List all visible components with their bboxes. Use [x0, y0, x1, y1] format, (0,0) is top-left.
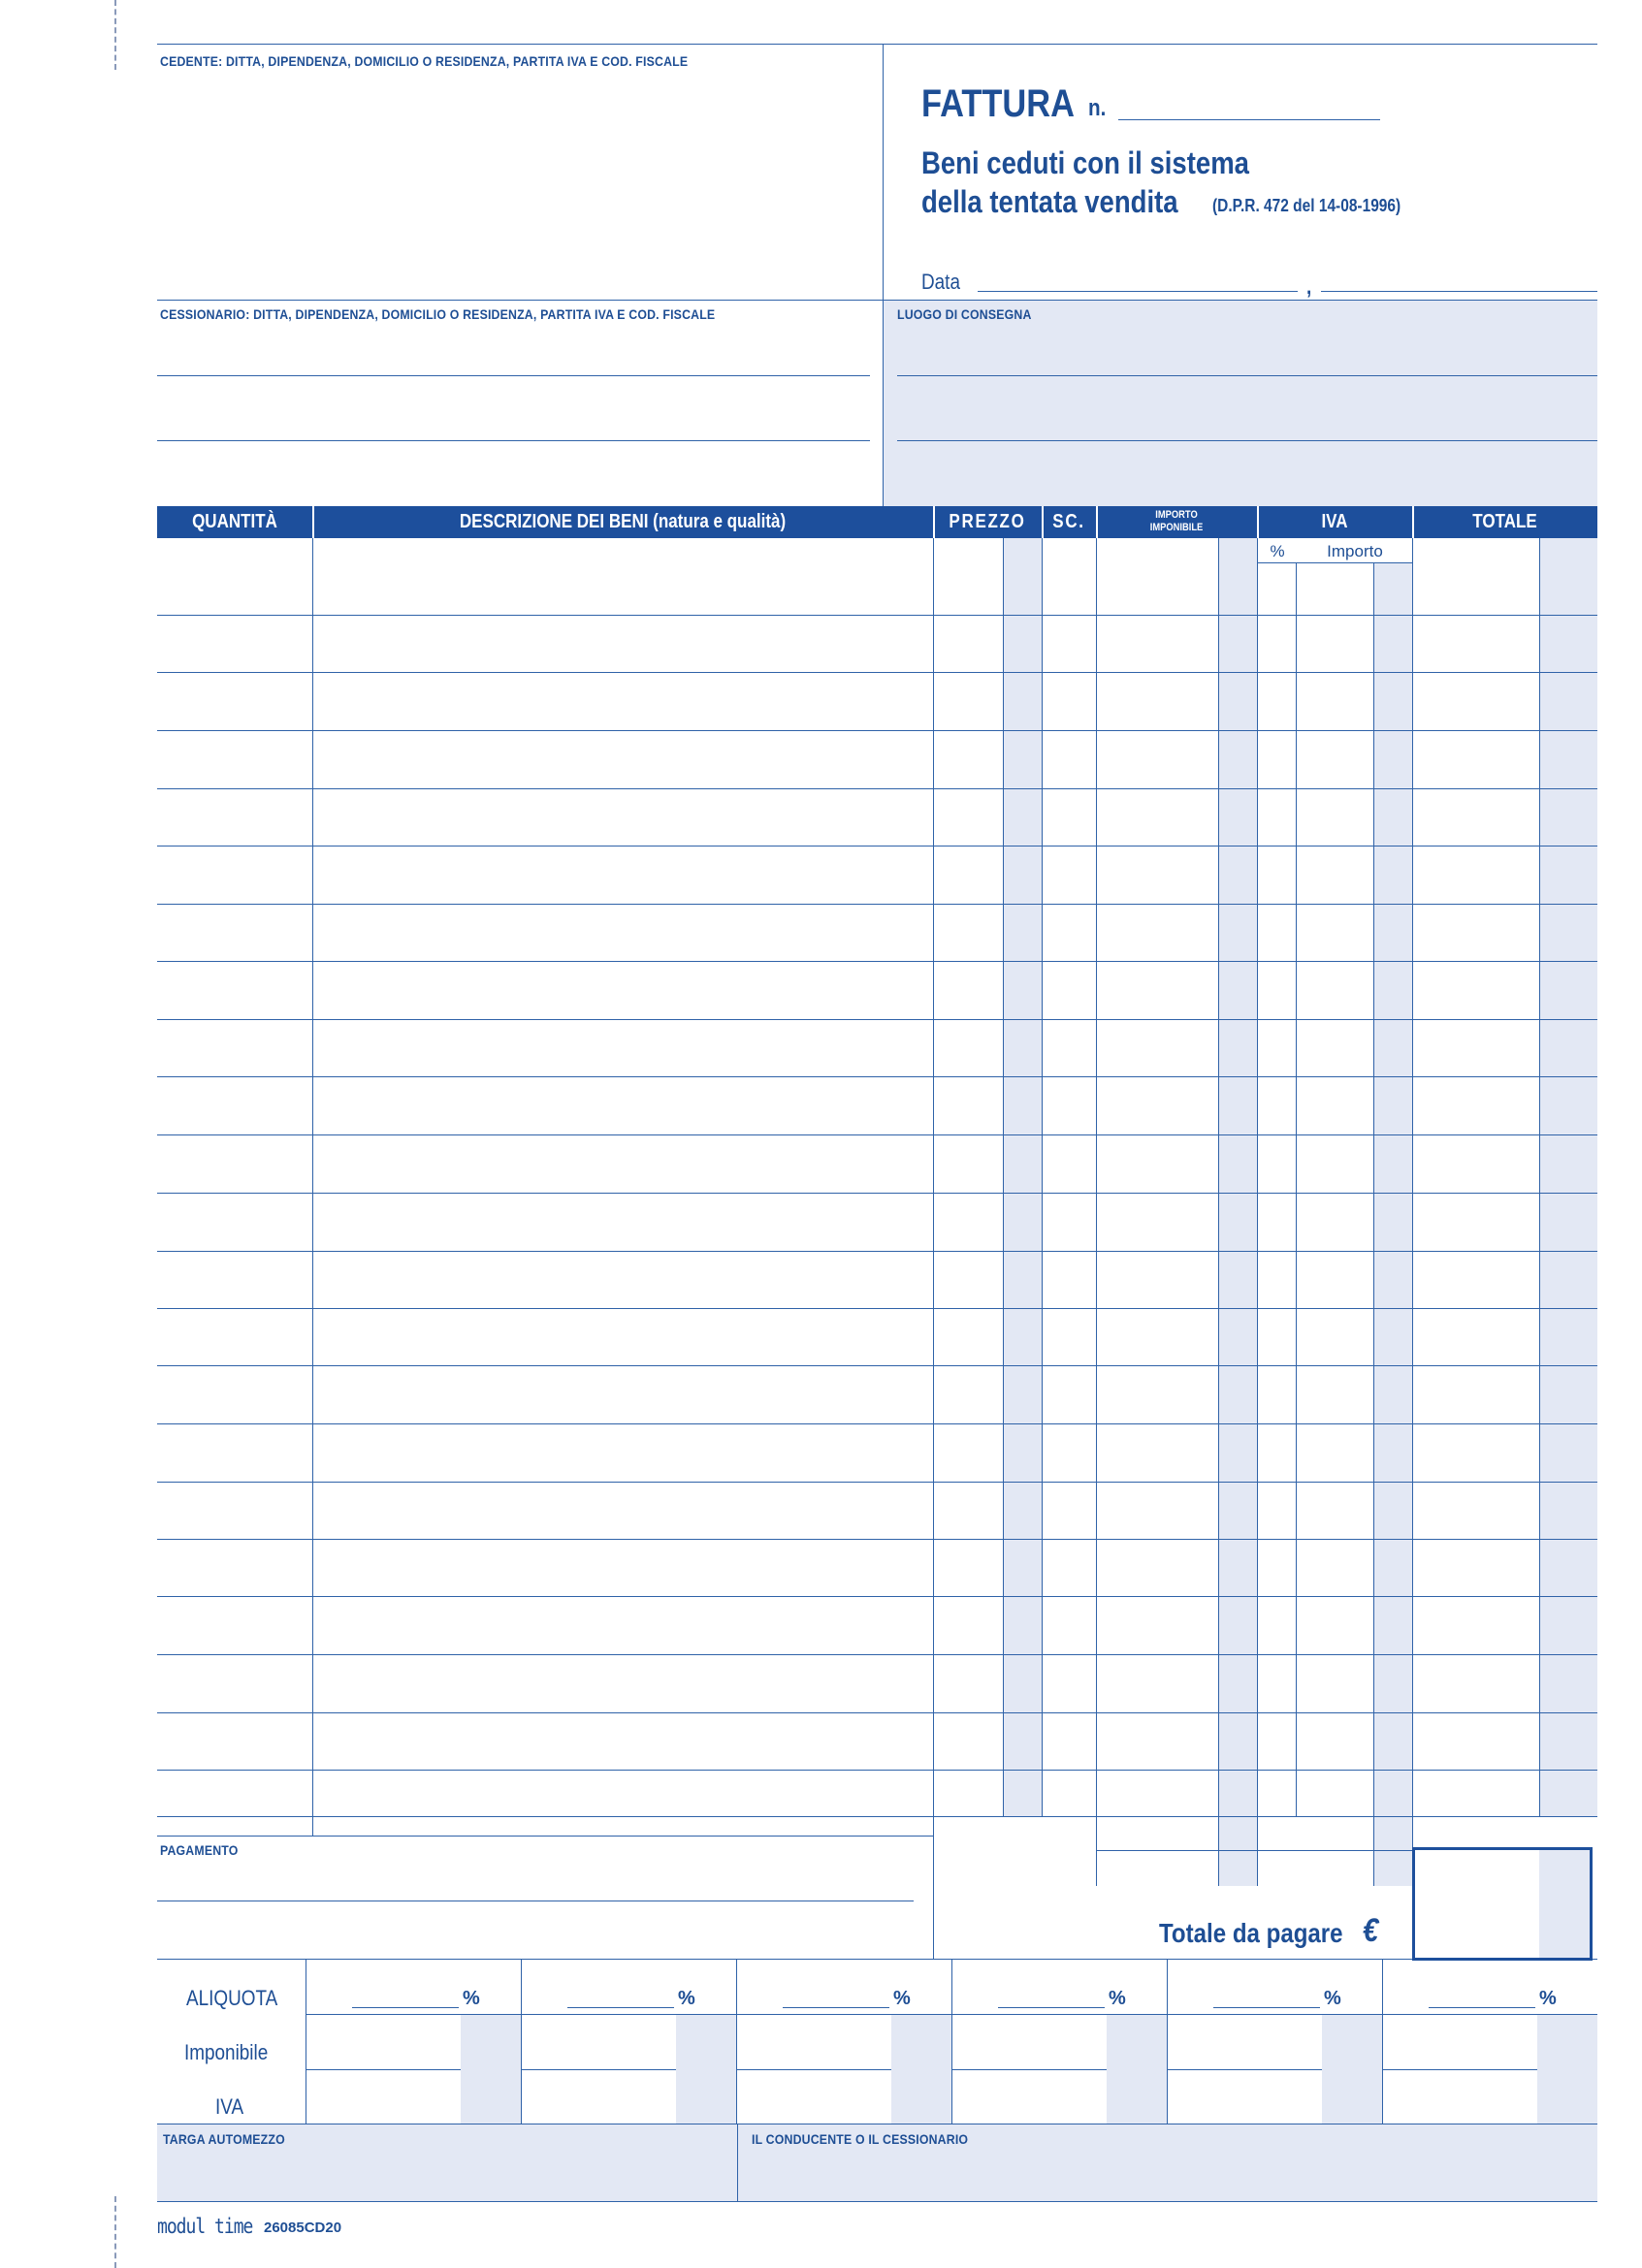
header-sep: [1257, 506, 1259, 538]
header-sep: [312, 506, 314, 538]
targa-divider: [737, 2124, 738, 2201]
table-vline: [1257, 538, 1258, 1886]
table-row[interactable]: [157, 904, 1597, 905]
aliquota-rate-field[interactable]: [352, 2007, 459, 2008]
table-row[interactable]: [157, 788, 1597, 789]
cedente-label: CEDENTE: DITTA, DIPENDENZA, DOMICILIO O RESIDENZA, PARTITA IVA E COD. FISCALE: [160, 53, 689, 69]
pagamento-label: PAGAMENTO: [160, 1842, 239, 1858]
cessionario-line-1[interactable]: [157, 375, 870, 376]
aliquota-rate-field[interactable]: [1429, 2007, 1535, 2008]
date-label: Data: [921, 270, 960, 294]
iva-label: IVA: [215, 2094, 244, 2119]
pagamento-top: [157, 1836, 933, 1837]
imponibile-cell[interactable]: [951, 2015, 1167, 2068]
col-prezzo: PREZZO: [949, 511, 1026, 532]
iva-cell[interactable]: [1167, 2070, 1382, 2124]
table-row[interactable]: [157, 615, 1597, 616]
table-row[interactable]: [157, 1654, 1597, 1655]
aliquota-rate-field[interactable]: [1213, 2007, 1320, 2008]
table-row[interactable]: [157, 1596, 1597, 1597]
totals-top-line: [933, 1816, 1597, 1817]
table-vline: [1218, 538, 1219, 1886]
decree-note: (D.P.R. 472 del 14-08-1996): [1212, 196, 1401, 215]
totale-box[interactable]: [1412, 1847, 1593, 1961]
table-vline: [312, 538, 313, 1836]
col-quantita: QUANTITÀ: [192, 511, 277, 532]
top-border: [157, 44, 1597, 45]
iva-cell[interactable]: [1382, 2070, 1597, 2124]
perforation-top: [114, 0, 116, 70]
conducente-label: IL CONDUCENTE O IL CESSIONARIO: [752, 2131, 969, 2147]
header-sep: [1042, 506, 1044, 538]
imponibile-cell[interactable]: [736, 2015, 951, 2068]
cessionario-line-2[interactable]: [157, 440, 870, 441]
iva-sub-line: [1257, 562, 1412, 563]
targa-label: TARGA AUTOMEZZO: [163, 2131, 285, 2147]
subtitle-line2: della tentata vendita: [921, 184, 1178, 219]
imponibile-sum-line: [1096, 1850, 1412, 1851]
imponibile-cell[interactable]: [306, 2015, 521, 2068]
aliquota-rate-field[interactable]: [783, 2007, 889, 2008]
table-row[interactable]: [157, 961, 1597, 962]
table-row[interactable]: [157, 1712, 1597, 1713]
date-field-2[interactable]: [1321, 291, 1597, 292]
col-importo-1: IMPORTO: [1155, 509, 1198, 521]
header-sep: [1412, 506, 1414, 538]
perforation-bottom: [114, 2196, 116, 2268]
table-row[interactable]: [157, 1019, 1597, 1020]
table-vline: [933, 538, 934, 1959]
imponibile-label: Imponibile: [184, 2040, 269, 2064]
number-field[interactable]: [1118, 119, 1380, 120]
percent-sign: %: [463, 1988, 480, 2009]
number-label: n.: [1088, 95, 1107, 121]
date-field[interactable]: [978, 291, 1298, 292]
col-importo-2: IMPONIBILE: [1149, 522, 1204, 533]
cessionario-label: CESSIONARIO: DITTA, DIPENDENZA, DOMICILIO O RESIDENZA, PARTITA IVA E COD. FISCALE: [160, 306, 716, 322]
table-row[interactable]: [157, 846, 1597, 847]
col-iva: IVA: [1321, 511, 1348, 532]
percent-sign: %: [893, 1988, 911, 2009]
table-vline: [1296, 562, 1297, 1816]
table-row[interactable]: [157, 672, 1597, 673]
iva-importo-header: Importo: [1327, 542, 1383, 560]
product-code: 26085CD20: [264, 2220, 342, 2236]
header-sep: [933, 506, 935, 538]
table-row[interactable]: [157, 730, 1597, 731]
subtitle-line1: Beni ceduti con il sistema: [921, 145, 1249, 180]
table-vline: [1373, 562, 1374, 1886]
table-row[interactable]: [157, 1134, 1597, 1135]
iva-cell[interactable]: [306, 2070, 521, 2124]
euro-icon: €: [1363, 1912, 1379, 1949]
imponibile-cell[interactable]: [1382, 2015, 1597, 2068]
col-totale: TOTALE: [1472, 511, 1537, 532]
table-vline: [1096, 538, 1097, 1886]
percent-sign: %: [1539, 1988, 1557, 2009]
totale-label: Totale da pagare: [1159, 1918, 1343, 1948]
iva-percent-header: %: [1270, 542, 1285, 560]
date-comma: ,: [1306, 274, 1312, 299]
table-row[interactable]: [157, 1076, 1597, 1077]
iva-cell[interactable]: [951, 2070, 1167, 2124]
col-descrizione: DESCRIZIONE DEI BENI (natura e qualità): [459, 511, 787, 532]
table-row[interactable]: [157, 1423, 1597, 1424]
importo-decimals-shade: [1218, 538, 1257, 1886]
col-sc: SC.: [1052, 511, 1085, 532]
table-row[interactable]: [157, 1251, 1597, 1252]
iva-decimals-shade: [1373, 562, 1412, 1886]
table-row[interactable]: [157, 1308, 1597, 1309]
targa-bottom-line: [157, 2201, 1597, 2202]
aliquota-label: ALIQUOTA: [186, 1986, 278, 2010]
brand-logo: modul time: [157, 2214, 253, 2240]
table-row[interactable]: [157, 1539, 1597, 1540]
luogo-label: LUOGO DI CONSEGNA: [897, 306, 1032, 322]
luogo-shade: [884, 301, 1597, 506]
aliquota-rate-field[interactable]: [998, 2007, 1105, 2008]
percent-sign: %: [1324, 1988, 1341, 2009]
iva-cell[interactable]: [736, 2070, 951, 2124]
luogo-line-1[interactable]: [897, 375, 1597, 376]
table-row[interactable]: [157, 1193, 1597, 1194]
imponibile-cell[interactable]: [521, 2015, 736, 2068]
luogo-line-2[interactable]: [897, 440, 1597, 441]
imponibile-cell[interactable]: [1167, 2015, 1382, 2068]
table-row[interactable]: [157, 1365, 1597, 1366]
header-sep: [1096, 506, 1098, 538]
percent-sign: %: [678, 1988, 695, 2009]
iva-cell[interactable]: [521, 2070, 736, 2124]
percent-sign: %: [1109, 1988, 1126, 2009]
fattura-title: FATTURA: [921, 82, 1075, 125]
aliquota-rate-field[interactable]: [567, 2007, 674, 2008]
table-vline: [1412, 538, 1413, 1886]
table-row[interactable]: [157, 1482, 1597, 1483]
table-row[interactable]: [157, 1770, 1597, 1771]
